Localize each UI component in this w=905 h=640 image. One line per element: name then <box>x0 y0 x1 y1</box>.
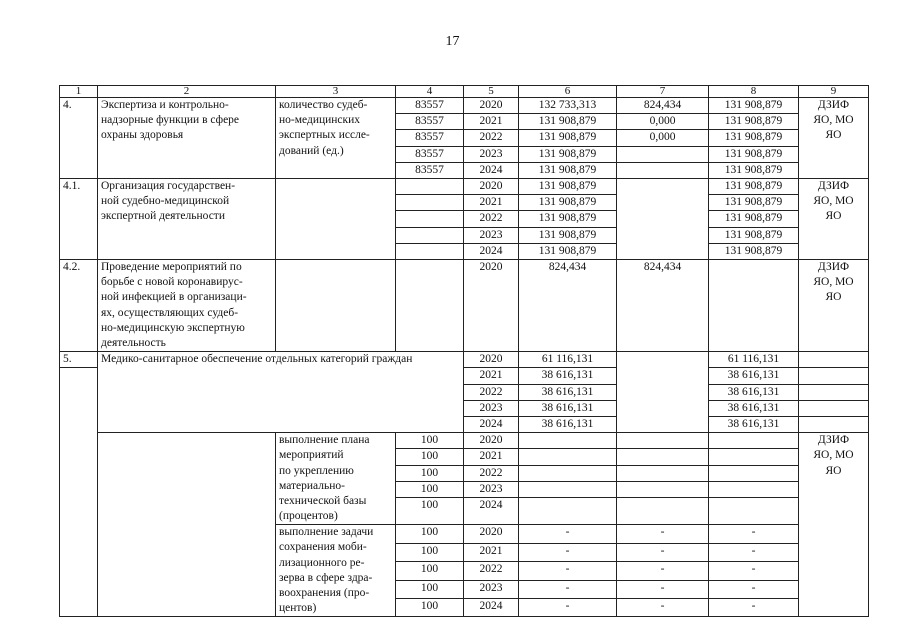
column-number: 5 <box>464 86 519 98</box>
regional-funding: 131 908,879 <box>709 162 799 178</box>
year-cell: 2022 <box>464 384 519 400</box>
executor: ДЗИФ ЯО, МО ЯО <box>799 98 869 179</box>
year-cell: 2024 <box>464 243 519 259</box>
year-cell: 2023 <box>464 146 519 162</box>
indicator-value: 100 <box>396 482 464 498</box>
year-cell: 2024 <box>464 162 519 178</box>
federal-funding: - <box>617 543 709 561</box>
executor <box>799 400 869 416</box>
total-funding: 131 908,879 <box>519 130 617 146</box>
year-cell: 2023 <box>464 227 519 243</box>
indicator-value: 83557 <box>396 114 464 130</box>
column-number: 8 <box>709 86 799 98</box>
indicator-value <box>396 211 464 227</box>
total-funding: 38 616,131 <box>519 384 617 400</box>
indicator-value <box>396 227 464 243</box>
federal-funding: - <box>617 525 709 543</box>
year-cell: 2023 <box>464 400 519 416</box>
item-name <box>98 433 276 617</box>
indicator-name: выполнение плана мероприятий по укреплению материально- технической базы (процентов) <box>276 433 396 525</box>
indicator-value: 83557 <box>396 130 464 146</box>
total-funding <box>519 449 617 465</box>
column-number: 1 <box>60 86 98 98</box>
indicator-value: 83557 <box>396 146 464 162</box>
indicator-value <box>396 260 464 352</box>
total-funding: 131 908,879 <box>519 179 617 195</box>
indicator-value: 100 <box>396 465 464 481</box>
regional-funding: 131 908,879 <box>709 195 799 211</box>
regional-funding: 131 908,879 <box>709 98 799 114</box>
year-cell: 2020 <box>464 525 519 543</box>
executor <box>799 384 869 400</box>
regional-funding: 131 908,879 <box>709 146 799 162</box>
column-number: 4 <box>396 86 464 98</box>
indicator-value: 100 <box>396 449 464 465</box>
table-row <box>60 433 869 449</box>
executor <box>799 352 869 368</box>
federal-funding: 0,000 <box>617 130 709 146</box>
program-table <box>59 85 869 617</box>
total-funding: - <box>519 562 617 580</box>
regional-funding: 131 908,879 <box>709 243 799 259</box>
total-funding <box>519 482 617 498</box>
indicator-value: 83557 <box>396 162 464 178</box>
total-funding: - <box>519 598 617 616</box>
item-number <box>60 368 98 617</box>
indicator-name: выполнение задачи сохранения моби- лизационного ре- зерва в сфере здра- воохранения (про- центов) <box>276 525 396 617</box>
indicator-name: количество судеб- но-медицинских экспертных иссле- дований (ед.) <box>276 98 396 179</box>
regional-funding: 38 616,131 <box>709 368 799 384</box>
year-cell: 2023 <box>464 580 519 598</box>
federal-funding: 824,434 <box>617 98 709 114</box>
federal-funding <box>617 449 709 465</box>
regional-funding <box>709 449 799 465</box>
indicator-name <box>276 260 396 352</box>
table-row <box>60 260 869 352</box>
indicator-value: 100 <box>396 525 464 543</box>
year-cell: 2022 <box>464 130 519 146</box>
year-cell: 2020 <box>464 433 519 449</box>
total-funding: 131 908,879 <box>519 195 617 211</box>
total-funding <box>519 465 617 481</box>
federal-funding: 0,000 <box>617 114 709 130</box>
federal-funding: - <box>617 598 709 616</box>
regional-funding: 131 908,879 <box>709 114 799 130</box>
page-number: 17 <box>445 34 460 49</box>
executor <box>799 416 869 432</box>
column-number: 2 <box>98 86 276 98</box>
indicator-value <box>396 243 464 259</box>
regional-funding: 131 908,879 <box>709 179 799 195</box>
regional-funding <box>709 465 799 481</box>
indicator-value: 100 <box>396 498 464 525</box>
item-name: Проведение мероприятий по борьбе с новой коронавирус- ной инфекцией в организаци- ях, осуществляющих судеб- но-медицинскую экспертную деятельность <box>98 260 276 352</box>
regional-funding: - <box>709 580 799 598</box>
total-funding: 824,434 <box>519 260 617 352</box>
federal-funding: - <box>617 562 709 580</box>
indicator-value: 100 <box>396 433 464 449</box>
regional-funding: 131 908,879 <box>709 227 799 243</box>
regional-funding: - <box>709 543 799 561</box>
regional-funding <box>709 498 799 525</box>
total-funding: 131 908,879 <box>519 211 617 227</box>
federal-funding <box>617 433 709 449</box>
year-cell: 2020 <box>464 352 519 368</box>
indicator-value <box>396 195 464 211</box>
year-cell: 2021 <box>464 195 519 211</box>
total-funding: 38 616,131 <box>519 416 617 432</box>
year-cell: 2024 <box>464 416 519 432</box>
indicator-value <box>396 179 464 195</box>
indicator-value: 100 <box>396 580 464 598</box>
regional-funding: 131 908,879 <box>709 130 799 146</box>
total-funding <box>519 433 617 449</box>
federal-funding <box>617 146 709 162</box>
year-cell: 2020 <box>464 260 519 352</box>
total-funding: 131 908,879 <box>519 227 617 243</box>
total-funding: 131 908,879 <box>519 146 617 162</box>
table-row <box>60 98 869 114</box>
total-funding: 131 908,879 <box>519 162 617 178</box>
federal-funding <box>617 352 709 433</box>
federal-funding <box>617 179 709 260</box>
total-funding <box>519 498 617 525</box>
regional-funding: 61 116,131 <box>709 352 799 368</box>
executor: ДЗИФ ЯО, МО ЯО <box>799 260 869 352</box>
executor: ДЗИФ ЯО, МО ЯО <box>799 179 869 260</box>
federal-funding <box>617 465 709 481</box>
indicator-value: 100 <box>396 598 464 616</box>
executor: ДЗИФ ЯО, МО ЯО <box>799 433 869 617</box>
regional-funding: 38 616,131 <box>709 384 799 400</box>
indicator-value: 100 <box>396 543 464 561</box>
year-cell: 2021 <box>464 449 519 465</box>
total-funding: 38 616,131 <box>519 400 617 416</box>
regional-funding <box>709 433 799 449</box>
total-funding: - <box>519 580 617 598</box>
item-number: 5. <box>60 352 98 368</box>
item-number: 4. <box>60 98 98 179</box>
regional-funding: - <box>709 562 799 580</box>
executor <box>799 368 869 384</box>
item-name: Организация государствен- ной судебно-медицинской экспертной деятельности <box>98 179 276 260</box>
regional-funding: 131 908,879 <box>709 211 799 227</box>
federal-funding <box>617 498 709 525</box>
indicator-value: 83557 <box>396 98 464 114</box>
total-funding: - <box>519 543 617 561</box>
year-cell: 2022 <box>464 465 519 481</box>
year-cell: 2024 <box>464 498 519 525</box>
year-cell: 2024 <box>464 598 519 616</box>
item-name: Медико-санитарное обеспечение отдельных категорий граждан <box>98 352 464 433</box>
column-number: 9 <box>799 86 869 98</box>
regional-funding: - <box>709 525 799 543</box>
year-cell: 2022 <box>464 562 519 580</box>
federal-funding <box>617 162 709 178</box>
total-funding: 131 908,879 <box>519 114 617 130</box>
regional-funding: - <box>709 598 799 616</box>
indicator-value: 100 <box>396 562 464 580</box>
regional-funding <box>709 260 799 352</box>
total-funding: 131 908,879 <box>519 243 617 259</box>
total-funding: - <box>519 525 617 543</box>
federal-funding: 824,434 <box>617 260 709 352</box>
year-cell: 2020 <box>464 179 519 195</box>
table-row <box>60 179 869 195</box>
regional-funding: 38 616,131 <box>709 416 799 432</box>
item-number: 4.1. <box>60 179 98 260</box>
year-cell: 2022 <box>464 211 519 227</box>
federal-funding: - <box>617 580 709 598</box>
year-cell: 2020 <box>464 98 519 114</box>
total-funding: 132 733,313 <box>519 98 617 114</box>
item-name: Экспертиза и контрольно- надзорные функции в сфере охраны здоровья <box>98 98 276 179</box>
total-funding: 61 116,131 <box>519 352 617 368</box>
federal-funding <box>617 482 709 498</box>
column-number: 6 <box>519 86 617 98</box>
total-funding: 38 616,131 <box>519 368 617 384</box>
regional-funding: 38 616,131 <box>709 400 799 416</box>
year-cell: 2023 <box>464 482 519 498</box>
item-number: 4.2. <box>60 260 98 352</box>
column-number-row <box>60 86 869 98</box>
year-cell: 2021 <box>464 543 519 561</box>
year-cell: 2021 <box>464 368 519 384</box>
table-row <box>60 352 869 368</box>
column-number: 3 <box>276 86 396 98</box>
indicator-name <box>276 179 396 260</box>
year-cell: 2021 <box>464 114 519 130</box>
regional-funding <box>709 482 799 498</box>
column-number: 7 <box>617 86 709 98</box>
